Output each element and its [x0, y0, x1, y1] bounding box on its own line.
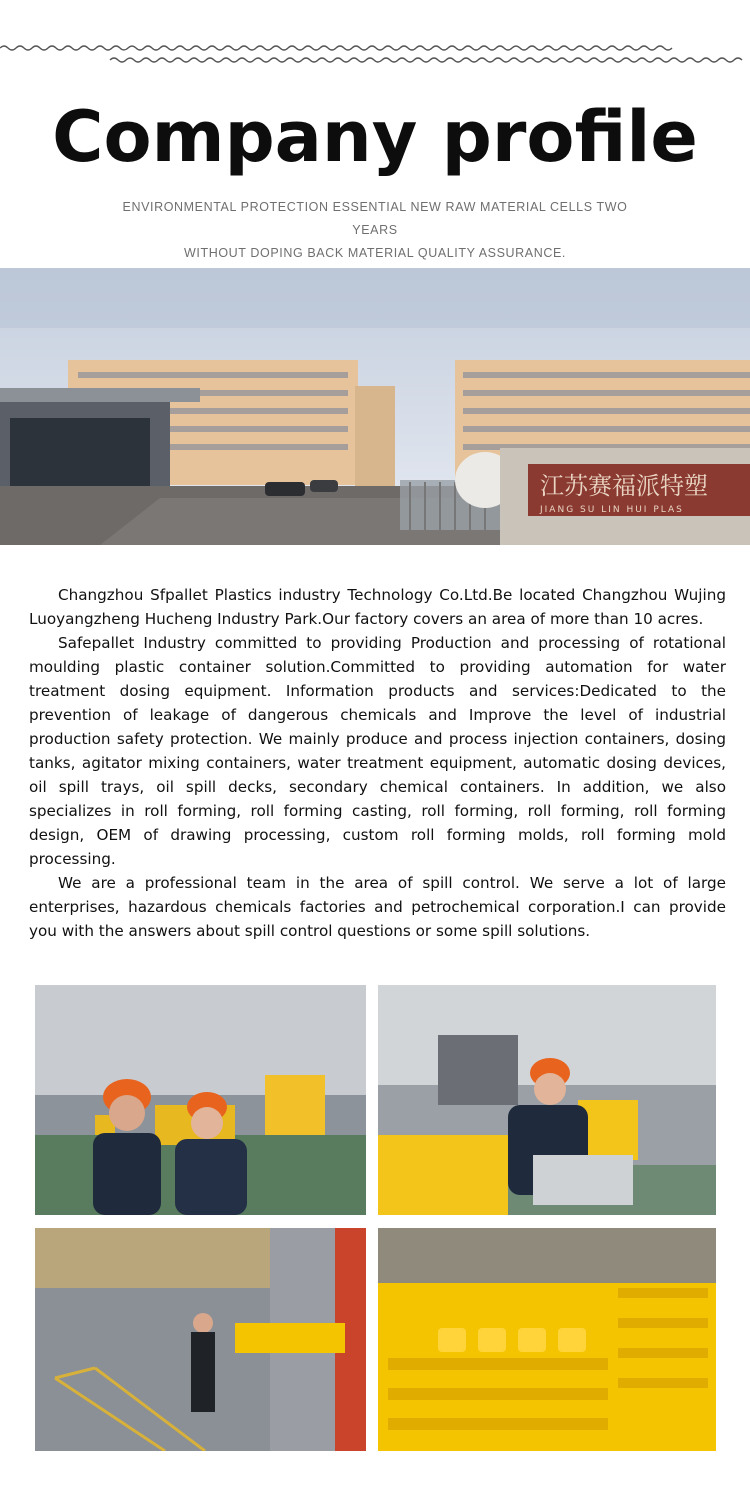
factory-photo	[0, 268, 750, 545]
sign-chinese-text: 江苏赛福派特塑	[540, 472, 708, 500]
photo-production-line	[35, 1228, 366, 1451]
company-description	[29, 583, 726, 943]
photo-yellow-pallets	[378, 1228, 716, 1451]
sign-english-text: JIANG SU LIN HUI PLAS	[540, 505, 684, 515]
page-subtitle	[100, 196, 650, 265]
paragraph-2: Safepallet Industry committed to providing Production and processing of rotational moulding plastic container solution.Committed to providing automation for water treatment dosing equipment. Information products and services:Dedicated to the prevention of leakage of dangerous chemicals and Improve the level of industrial production safety protection. We mainly produce and process injection containers, dosing tanks, agitator mixing containers, water treatment equipment, automatic dosing devices, oil spill trays, oil spill decks, secondary chemical containers. In addition, we also specializes in roll forming, roll forming casting, roll forming, roll forming, roll forming design, OEM of drawing processing, custom roll forming molds, roll forming mold processing.	[29, 634, 726, 868]
photo-workers-inspection	[35, 985, 366, 1215]
wavy-divider	[0, 40, 750, 70]
paragraph-3: We are a professional team in the area of spill control. We serve a lot of large enterprises, hazardous chemicals factories and petrochemical corporation.I can provide you with the answers about spill control questions or some spill solutions.	[29, 874, 726, 940]
subtitle-line-2: WITHOUT DOPING BACK MATERIAL QUALITY ASSURANCE.	[184, 246, 566, 260]
page-title: Company profile	[52, 96, 698, 178]
paragraph-1: Changzhou Sfpallet Plastics industry Technology Co.Ltd.Be located Changzhou Wujing Luoyangzheng Hucheng Industry Park.Our factory covers an area of more than 10 acres.	[29, 586, 726, 628]
photo-operator-control	[378, 985, 716, 1215]
subtitle-line-1: ENVIRONMENTAL PROTECTION ESSENTIAL NEW RAW MATERIAL CELLS TWO YEARS	[122, 200, 628, 237]
